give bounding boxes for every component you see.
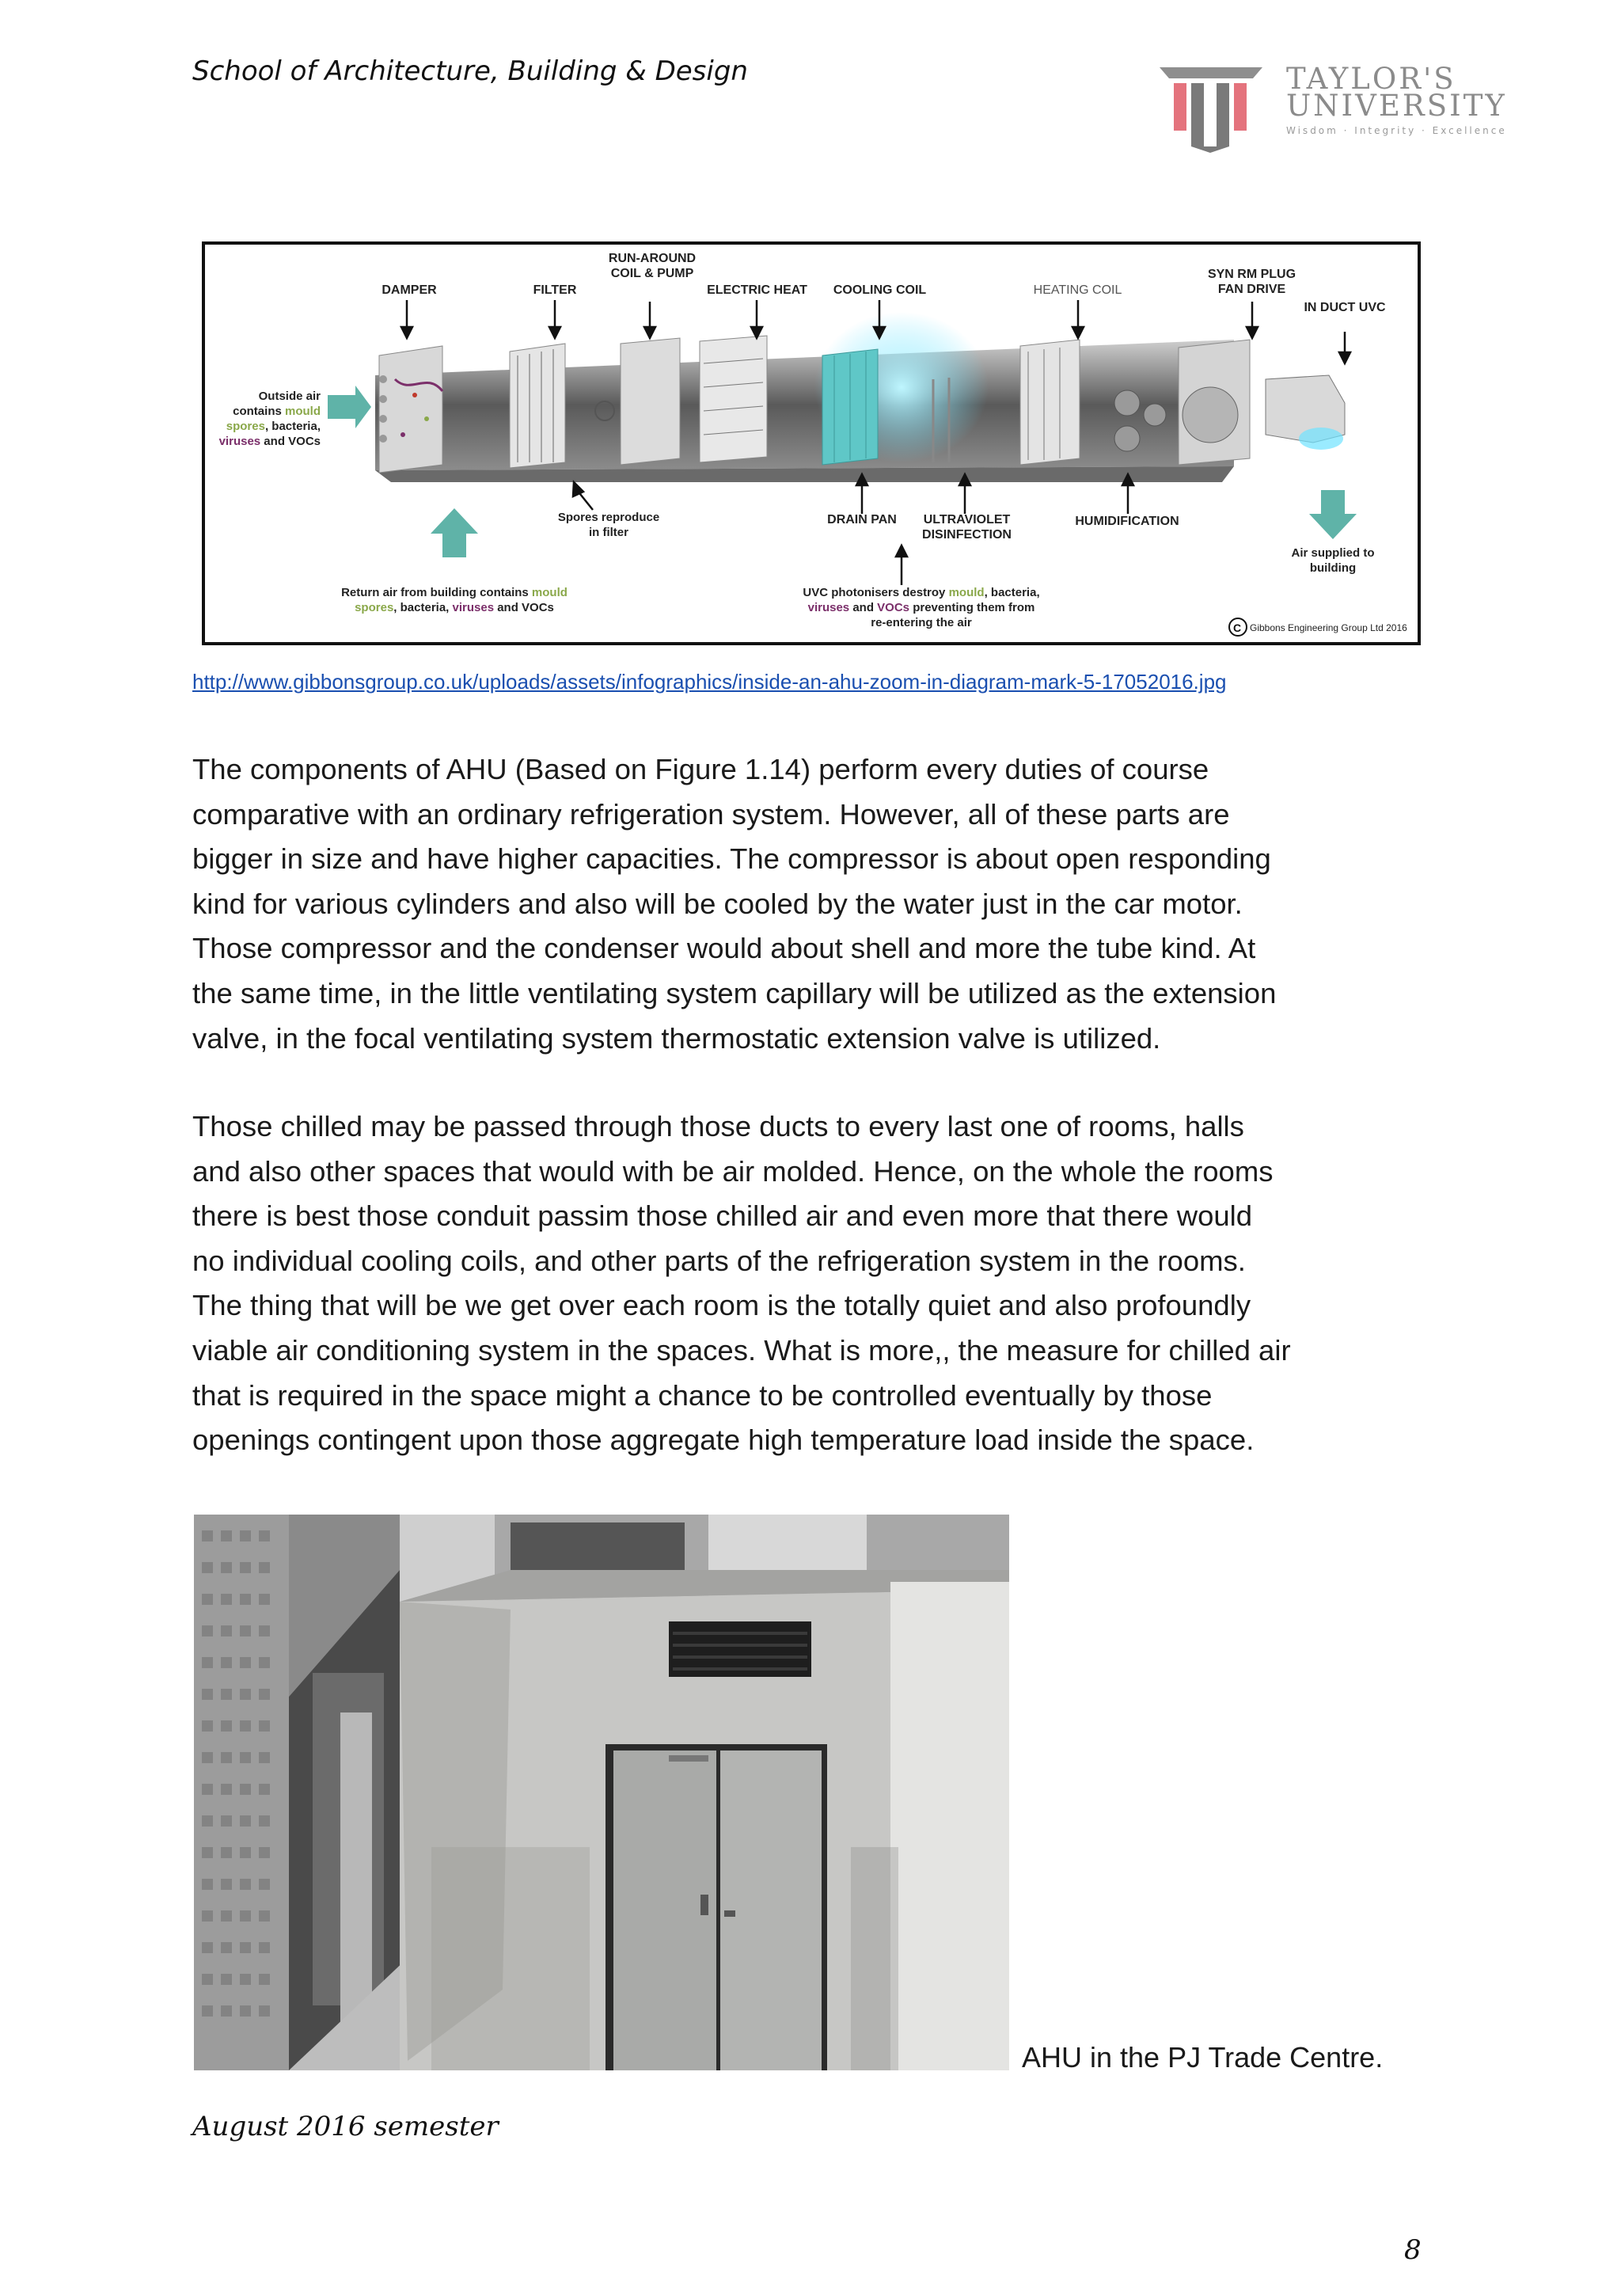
paragraph-line: the same time, in the little ventilating system capillary will be utilized as the extension bbox=[192, 976, 1277, 1009]
note-copyright: Gibbons Engineering Group Ltd 2016 bbox=[1250, 622, 1407, 633]
fan-drive-unit bbox=[1179, 340, 1250, 465]
label-in-duct-uvc: IN DUCT UVC bbox=[1304, 301, 1386, 314]
return-air-arrow bbox=[431, 508, 478, 557]
outside-air-arrow bbox=[328, 386, 371, 428]
diagram-source-link[interactable]: http://www.gibbonsgroup.co.uk/uploads/assets/infographics/inside-an-ahu-zoom-in-diagram-mark-5-17052016.jpg bbox=[192, 670, 1227, 694]
paragraph-line: valve, in the focal ventilating system thermostatic extension valve is utilized. bbox=[192, 1021, 1161, 1055]
paragraph-line: viable air conditioning system in the spaces. What is more,, the measure for chilled air bbox=[192, 1333, 1291, 1367]
label-humidification: HUMIDIFICATION bbox=[1075, 515, 1179, 528]
paragraph-line: that is required in the space might a chance to be controlled eventually by those bbox=[192, 1378, 1213, 1412]
paragraph-line: no individual cooling coils, and other parts of the refrigeration system in the rooms. bbox=[192, 1244, 1246, 1277]
label-uv-disinfection: ULTRAVIOLET DISINFECTION bbox=[922, 513, 1012, 542]
paragraph-line: comparative with an ordinary refrigeration system. However, all of these parts are bbox=[192, 797, 1230, 831]
supply-air-arrow bbox=[1309, 490, 1357, 539]
heating-coil-unit bbox=[1020, 340, 1080, 465]
logo-tagline: Wisdom · Integrity · Excellence bbox=[1286, 125, 1507, 136]
note-spores-reproduce: Spores reproduce in filter bbox=[557, 511, 660, 539]
label-syn-rm-plug: SYN RM PLUG FAN DRIVE bbox=[1207, 268, 1296, 296]
label-electric-heat: ELECTRIC HEAT bbox=[707, 283, 807, 297]
photo-caption: AHU in the PJ Trade Centre. bbox=[1022, 2041, 1384, 2074]
damper-unit bbox=[379, 346, 442, 473]
paragraph-line: Those compressor and the condenser would about shell and more the tube kind. At bbox=[192, 932, 1256, 965]
electric-heat-unit bbox=[700, 336, 767, 462]
paragraph-chilled-air bbox=[192, 1104, 1427, 1463]
page-number: 8 bbox=[1404, 2234, 1422, 2266]
label-heating-coil: HEATING COIL bbox=[1033, 283, 1122, 297]
note-outside-air: Outside air contains mould spores, bacteria, viruses and VOCs bbox=[218, 390, 321, 448]
filter-unit bbox=[510, 344, 565, 468]
paragraph-line: kind for various cylinders and also will be cooled by the water just in the car motor. bbox=[192, 887, 1243, 920]
paragraph-line: openings contingent upon those aggregate high temperature load inside the space. bbox=[192, 1424, 1255, 1457]
paragraph-line: bigger in size and have higher capacities. The compressor is about open responding bbox=[192, 842, 1271, 876]
page-header-title: School of Architecture, Building & Design bbox=[192, 55, 748, 87]
footer-semester: August 2016 semester bbox=[192, 2111, 499, 2142]
in-duct-uvc-unit bbox=[1266, 375, 1345, 450]
label-drain-pan: DRAIN PAN bbox=[827, 513, 897, 526]
paragraph-line: there is best those conduit passim those chilled air and even more that there would bbox=[192, 1199, 1253, 1233]
label-filter: FILTER bbox=[533, 283, 577, 297]
ahu-building-photo bbox=[194, 1515, 1009, 2070]
label-cooling-coil: COOLING COIL bbox=[833, 283, 927, 297]
paragraph-ahu-components bbox=[192, 747, 1427, 1061]
ahu-diagram-graphic bbox=[205, 245, 1418, 642]
logo-line-1: TAYLOR'S bbox=[1286, 62, 1456, 96]
paragraph-line: The components of AHU (Based on Figure 1.14) perform every duties of course bbox=[192, 753, 1209, 785]
logo-emblem-icon bbox=[1152, 59, 1270, 154]
note-uvc-photonisers: UVC photonisers destroy mould, bacteria, viruses and VOCs preventing them from re-entering the air bbox=[803, 586, 1040, 629]
logo-line-2: UNIVERSITY bbox=[1286, 89, 1507, 123]
paragraph-line: Those chilled may be passed through those ducts to every last one of rooms, halls bbox=[192, 1110, 1244, 1142]
label-runaround: RUN-AROUND COIL & PUMP bbox=[608, 252, 697, 280]
paragraph-line: The thing that will be we get over each room is the totally quiet and also profoundly bbox=[192, 1289, 1251, 1322]
ahu-diagram bbox=[202, 241, 1421, 645]
note-air-supplied: Air supplied to building bbox=[1291, 546, 1375, 575]
note-return-air: Return air from building contains mould spores, bacteria, viruses and VOCs bbox=[341, 586, 568, 614]
paragraph-line: and also other spaces that would with be air molded. Hence, on the whole the rooms bbox=[192, 1154, 1274, 1188]
label-damper: DAMPER bbox=[382, 283, 437, 297]
svg-text:C: C bbox=[1233, 622, 1242, 634]
